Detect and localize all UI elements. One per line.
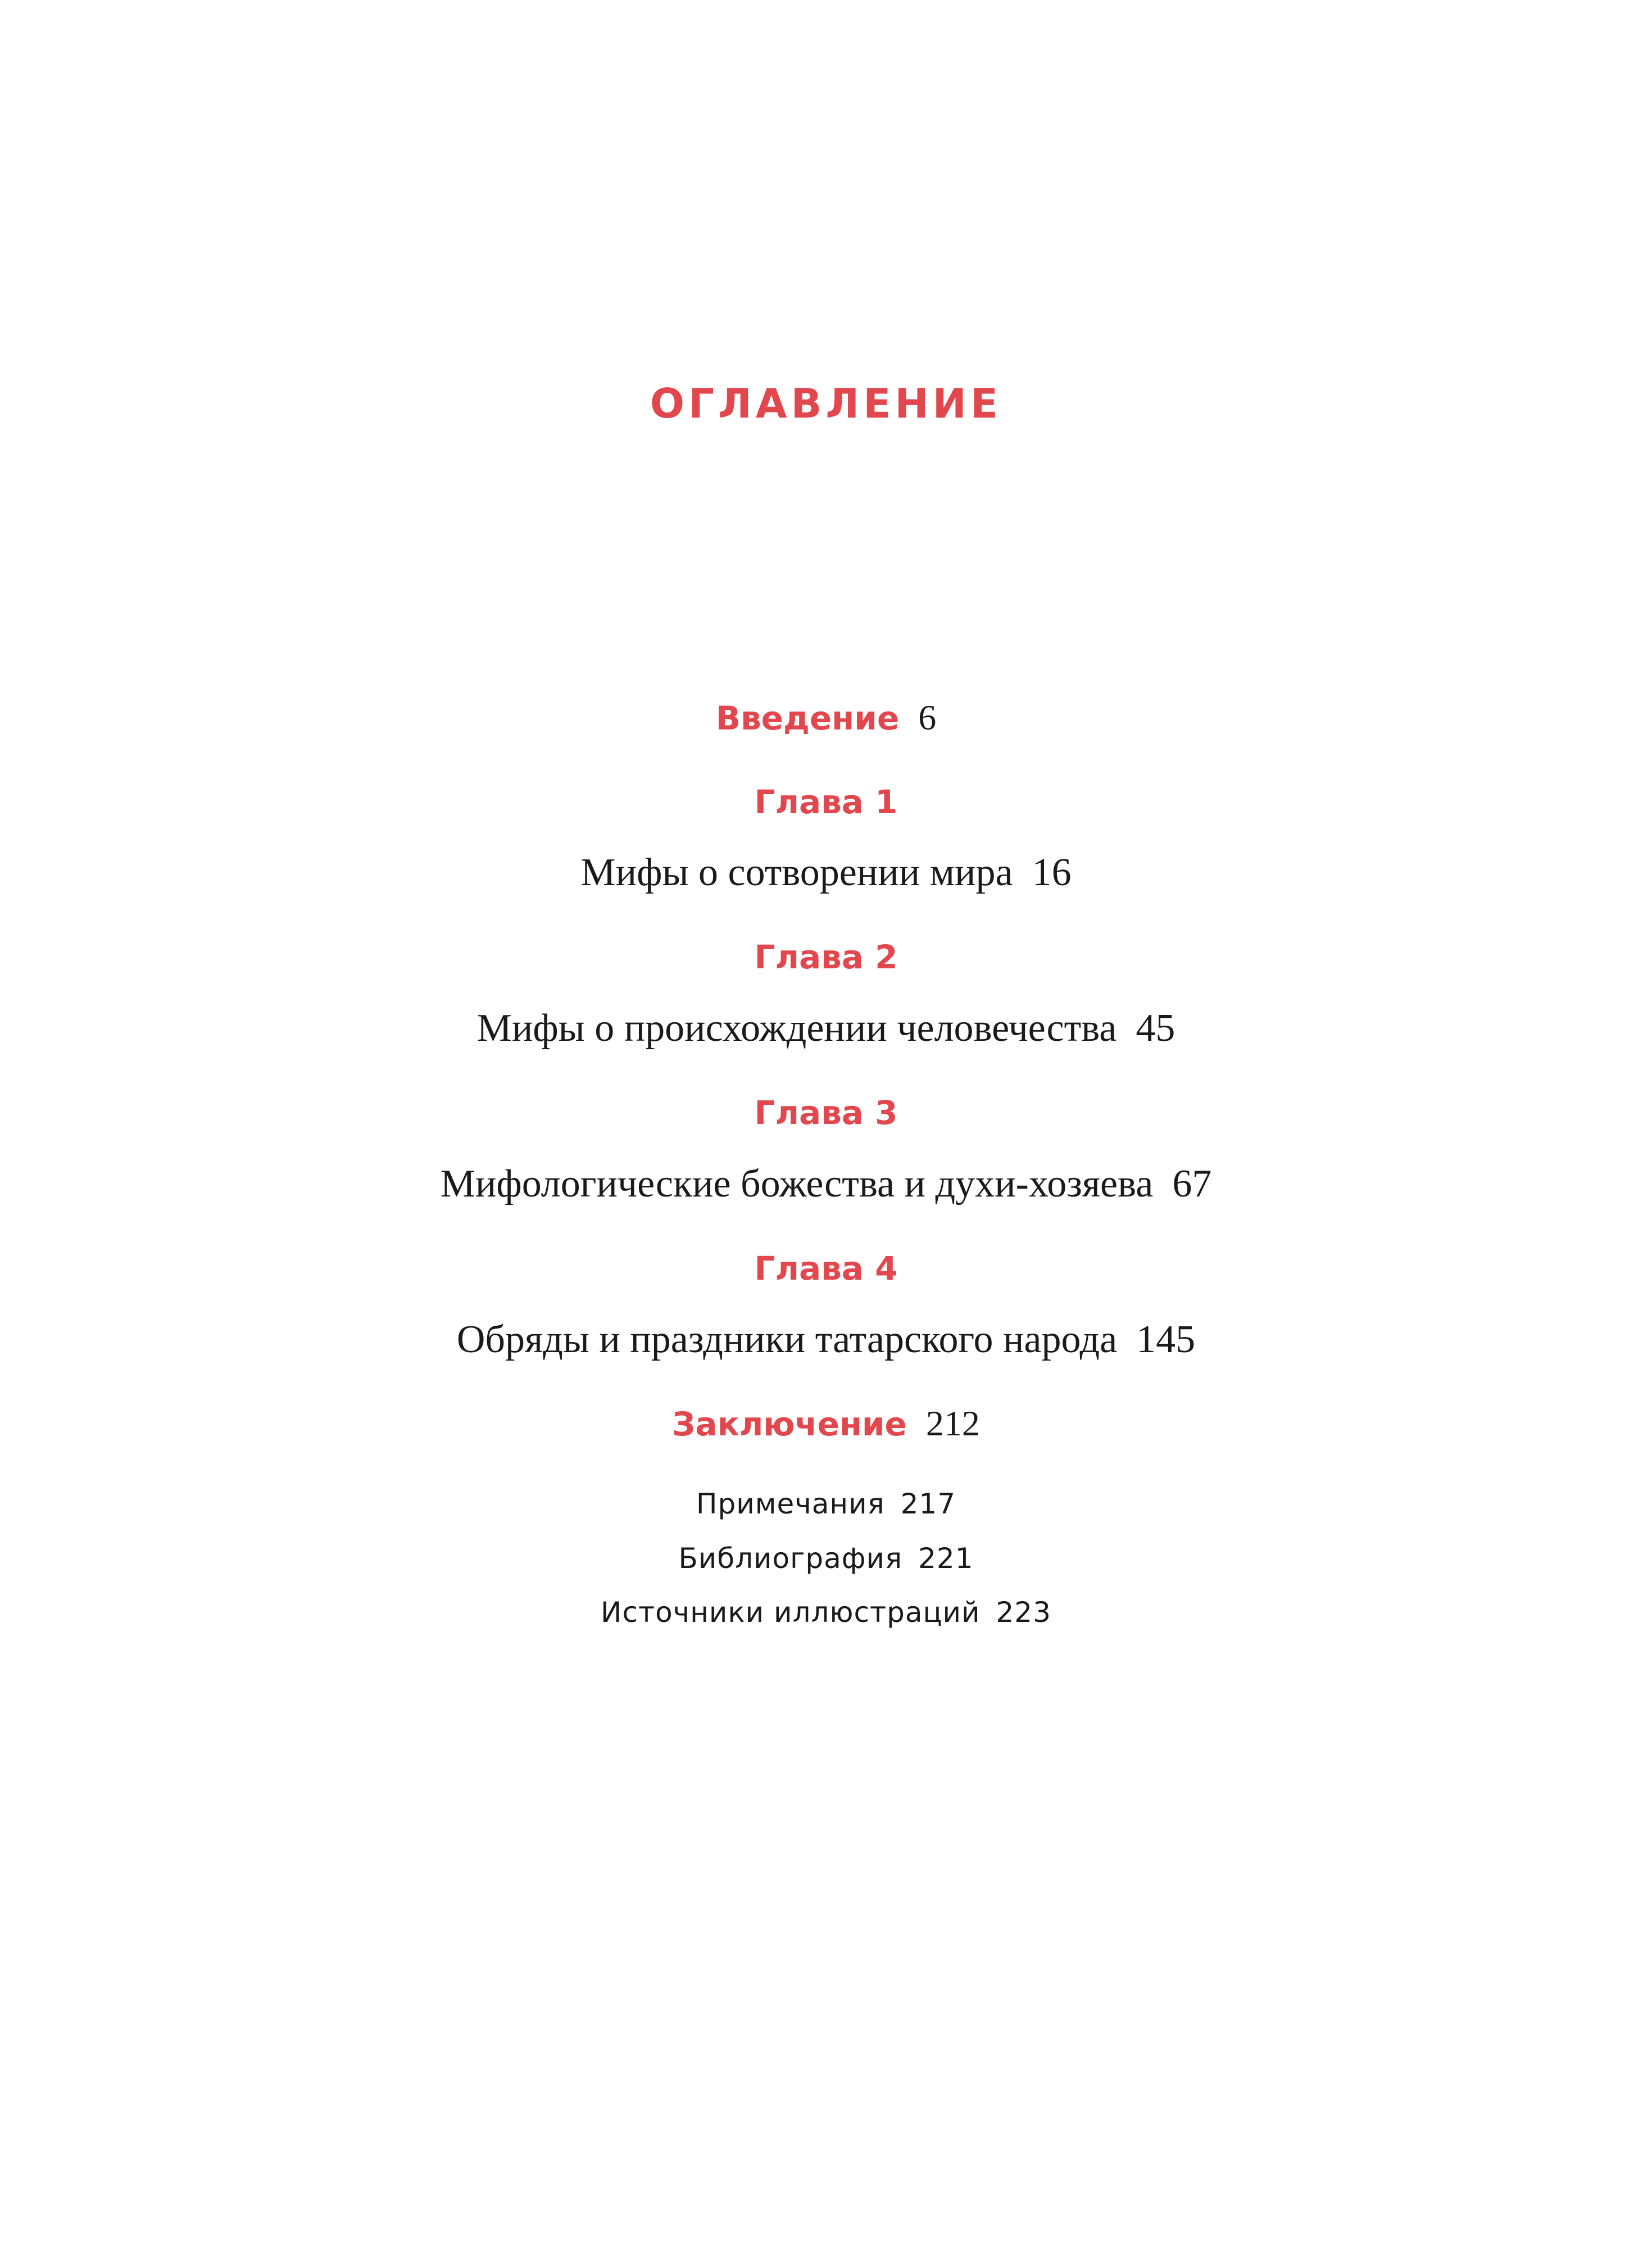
toc-entry-conclusion[interactable] [0,1401,1652,1447]
toc-entry-chapter-1[interactable] [0,847,1652,898]
chapter-3-label: Глава 3 [754,1094,898,1132]
toc-entry-notes[interactable] [0,1484,1652,1524]
toc-entry-chapter-3[interactable] [0,1159,1652,1209]
intro-label: Введение [715,699,900,737]
chapter-2-label: Глава 2 [754,938,898,976]
conclusion-label: Заключение [672,1405,907,1443]
chapter-2-page-number: 45 [1136,1007,1176,1050]
toc-entry-intro[interactable] [0,695,1652,741]
intro-page-number: 6 [918,697,937,737]
toc-entry-illustration-sources[interactable] [0,1593,1652,1632]
chapter-1-title: Мифы о сотворении мира [580,851,1013,894]
chapter-3-page-number: 67 [1172,1162,1212,1205]
chapter-4-title: Обряды и праздники татарского народа [456,1318,1118,1361]
illustration-sources-page-number: 223 [996,1596,1051,1629]
page-title: ОГЛАВЛЕНИЕ [650,380,1002,427]
chapter-1-page-number: 16 [1032,851,1072,894]
chapter-3-title: Мифологические божества и духи-хозяева [440,1162,1154,1205]
bibliography-page-number: 221 [918,1542,974,1575]
notes-page-number: 217 [900,1488,956,1520]
toc-entry-chapter-2[interactable] [0,1003,1652,1054]
notes-label: Примечания [696,1488,885,1520]
toc-entry-bibliography[interactable] [0,1539,1652,1578]
chapter-4-label: Глава 4 [754,1249,898,1288]
illustration-sources-label: Источники иллюстраций [601,1596,981,1629]
chapter-2-title: Мифы о происхождении человечества [476,1007,1117,1050]
chapter-1-label: Глава 1 [754,783,898,821]
conclusion-page-number: 212 [925,1403,980,1443]
toc-entry-chapter-4[interactable] [0,1315,1652,1365]
bibliography-label: Библиография [678,1542,903,1575]
chapter-4-page-number: 145 [1136,1318,1196,1361]
